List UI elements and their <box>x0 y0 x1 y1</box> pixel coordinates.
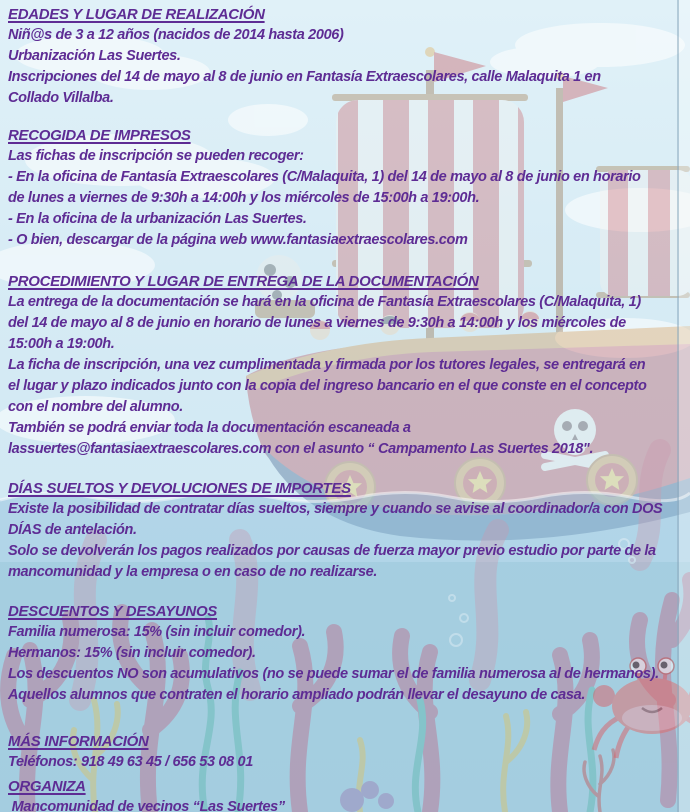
section-edades <box>8 4 686 109</box>
section-heading: DESCUENTOS Y DESAYUNOS <box>8 603 218 620</box>
section-mas-informacion <box>8 731 686 773</box>
text-line: Hermanos: 15% (sin incluir comedor). <box>8 645 256 661</box>
text-line: - O bien, descargar de la página web www.fantasiaextraescolares.com <box>8 232 468 248</box>
text-line: Mancomunidad de vecinos “Las Suertes” <box>8 799 285 812</box>
section-heading: ORGANIZA <box>8 778 86 795</box>
text-line: La entrega de la documentación se hará en la oficina de Fantasía Extraescolares (C/Malaquita, 1) <box>8 294 641 310</box>
phone-numbers: Teléfonos: 918 49 63 45 / 656 53 08 01 <box>8 754 253 770</box>
text-line: mancomunidad y la empresa o en caso de no realizarse. <box>8 564 378 580</box>
text-line: el lugar y plazo indicados junto con la copia del ingreso bancario en el que conste en el concepto <box>8 378 647 394</box>
page-edge-strip <box>679 0 690 812</box>
text-line: La ficha de inscripción, una vez cumplimentada y firmada por los tutores legales, se entregará en <box>8 357 646 373</box>
text-line: 15:00h a 19:00h. <box>8 336 115 352</box>
text-line: - En la oficina de la urbanización Las Suertes. <box>8 211 307 227</box>
text-line: de lunes a viernes de 9:30h a 14:00h y los miércoles de 15:00h a 19:00h. <box>8 190 480 206</box>
section-heading: PROCEDIMIENTO Y LUGAR DE ENTREGA DE LA DOCUMENTACIÓN <box>8 273 479 290</box>
section-recogida <box>8 125 686 251</box>
text-line: Aquellos alumnos que contraten el horario ampliado podrán llevar el desayuno de casa. <box>8 687 585 703</box>
text-line: Urbanización Las Suertes. <box>8 48 181 64</box>
text-line: - En la oficina de Fantasía Extraescolares (C/Malaquita, 1) del 14 de mayo al 8 de junio en horario <box>8 169 641 185</box>
text-line: Los descuentos NO son acumulativos (no se puede sumar el de familia numerosa al de hermanos). <box>8 666 659 682</box>
text-line: con el nombre del alumno. <box>8 399 183 415</box>
text-line: También se podrá enviar toda la documentación escaneada a <box>8 420 411 436</box>
text-line: Existe la posibilidad de contratar días sueltos, siempre y cuando se avise al coordinador/a con DOS <box>8 501 663 517</box>
page-edge-line <box>677 0 679 812</box>
section-descuentos <box>8 601 686 706</box>
text-line: Familia numerosa: 15% (sin incluir comedor). <box>8 624 306 640</box>
section-heading: RECOGIDA DE IMPRESOS <box>8 127 191 144</box>
section-dias-sueltos <box>8 478 686 583</box>
text-line: del 14 de mayo al 8 de junio en horario de lunes a viernes de 9:30h a 14:00h y los miércoles de <box>8 315 626 331</box>
text-line: Inscripciones del 14 de mayo al 8 de junio en Fantasía Extraescolares, calle Malaquita 1 en <box>8 69 601 85</box>
text-line: Las fichas de inscripción se pueden recoger: <box>8 148 304 164</box>
section-heading: DÍAS SUELTOS Y DEVOLUCIONES DE IMPORTES <box>8 480 351 497</box>
section-procedimiento <box>8 271 686 460</box>
text-line: DÍAS de antelación. <box>8 522 137 538</box>
section-organiza <box>8 776 686 812</box>
text-line: Collado Villalba. <box>8 90 114 106</box>
text-line: Solo se devolverán los pagos realizados por causas de fuerza mayor previo estudio por parte de la <box>8 543 656 559</box>
text-line: Niñ@s de 3 a 12 años (nacidos de 2014 hasta 2006) <box>8 27 344 43</box>
section-heading: MÁS INFORMACIÓN <box>8 733 149 750</box>
section-heading: EDADES Y LUGAR DE REALIZACIÓN <box>8 6 265 23</box>
text-line: lassuertes@fantasiaextraescolares.com con el asunto “ Campamento Las Suertes 2018". <box>8 441 594 457</box>
